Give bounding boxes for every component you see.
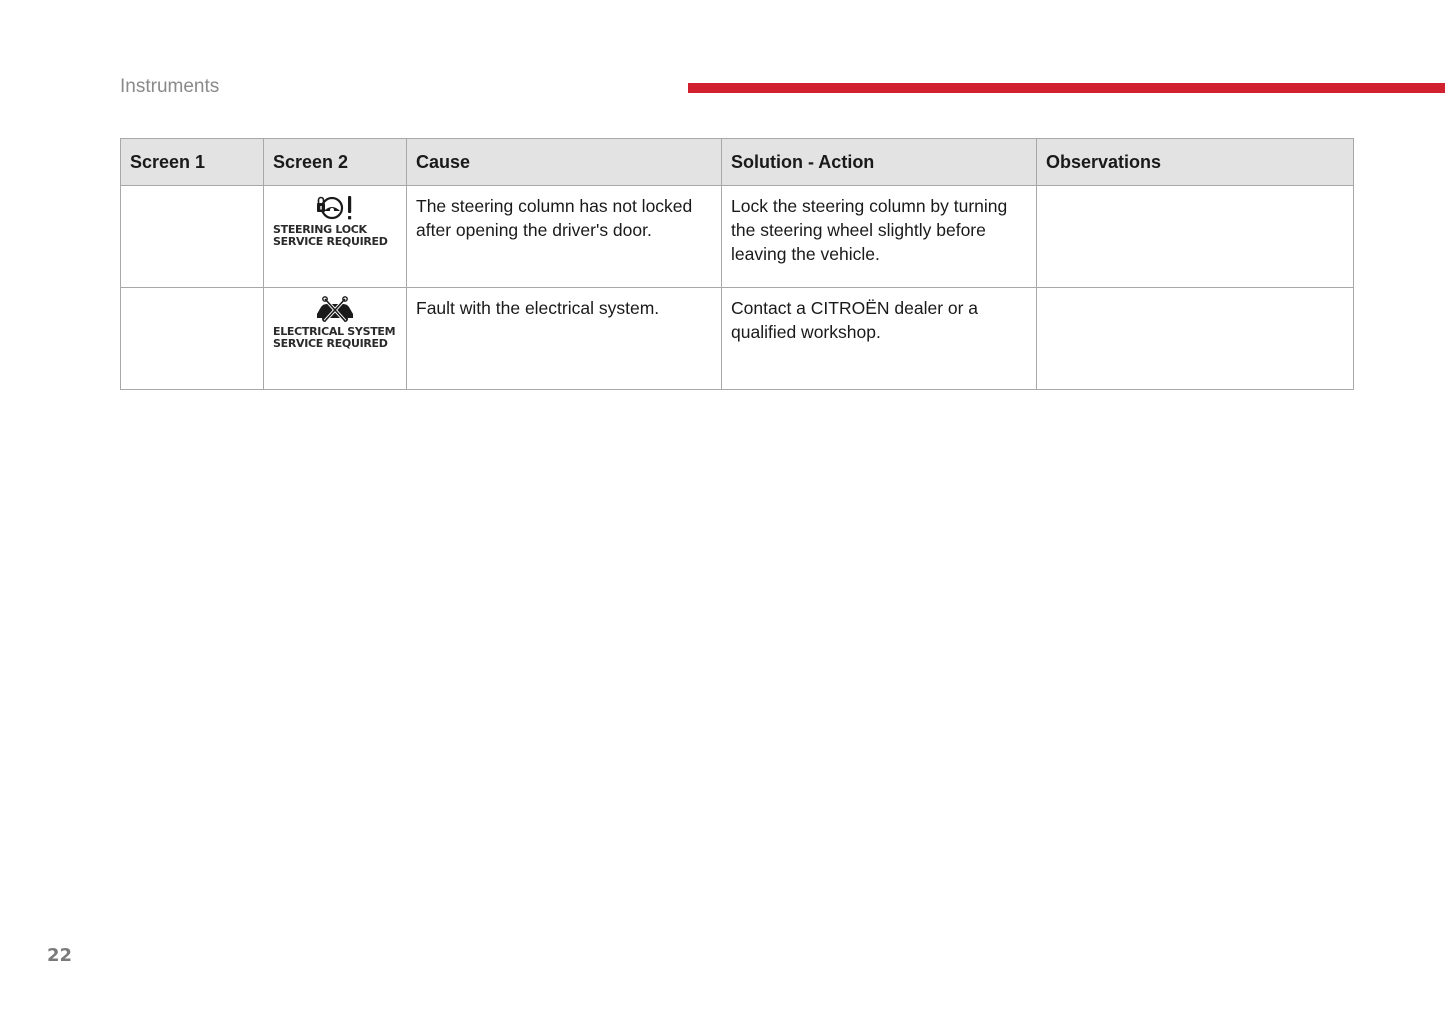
screen2-cell	[264, 186, 407, 288]
table-header-row	[121, 139, 1354, 186]
screen1-cell	[121, 186, 264, 288]
screen1-cell	[121, 288, 264, 390]
electrical-system-warning-icon	[313, 296, 357, 324]
column-header-observations: Observations	[1037, 139, 1354, 186]
icon-caption-line2: SERVICE REQUIRED	[273, 235, 388, 248]
cause-cell: The steering column has not locked after opening the driver's door.	[407, 186, 722, 288]
icon-caption-line1: ELECTRICAL SYSTEM	[273, 325, 396, 338]
screen2-cell	[264, 288, 407, 390]
column-header-screen2: Screen 2	[264, 139, 407, 186]
column-header-screen1: Screen 1	[121, 139, 264, 186]
solution-cell: Lock the steering column by turning the steering wheel slightly before leaving the vehicle.	[722, 186, 1037, 288]
header-accent-bar	[688, 83, 1445, 93]
solution-cell: Contact a CITROËN dealer or a qualified workshop.	[722, 288, 1037, 390]
steering-lock-warning-icon	[313, 194, 357, 222]
table-row	[121, 186, 1354, 288]
page-number: 22	[47, 945, 73, 966]
observations-cell	[1037, 288, 1354, 390]
column-header-cause: Cause	[407, 139, 722, 186]
column-header-solution: Solution - Action	[722, 139, 1037, 186]
observations-cell	[1037, 186, 1354, 288]
cause-cell: Fault with the electrical system.	[407, 288, 722, 390]
icon-caption-line1: STEERING LOCK	[273, 223, 367, 236]
icon-caption-line2: SERVICE REQUIRED	[273, 337, 388, 350]
fault-table	[120, 138, 1354, 390]
section-title: Instruments	[120, 76, 220, 97]
table-row	[121, 288, 1354, 390]
